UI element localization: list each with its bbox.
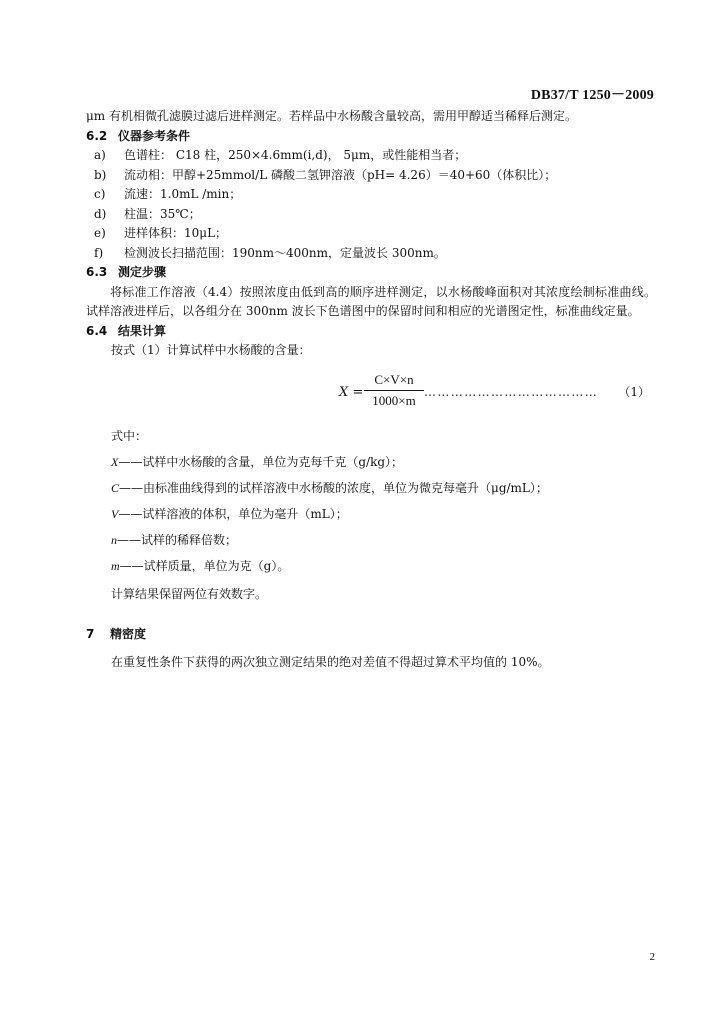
variable-definition [86,449,656,475]
variable-description: ——试样的稀释倍数； [117,532,238,547]
section-number: 7 [86,626,95,641]
section-heading-6-2 [86,127,656,147]
section-title: 结果计算 [118,323,167,338]
equation-number: （1） [618,384,650,399]
condition-text: 进样体积：10μL； [124,226,228,240]
condition-text: 流速：1.0mL /min； [124,187,242,201]
condition-item [86,205,656,225]
variable-symbol: X [111,454,119,469]
variable-description: ——由标准曲线得到的试样溶液中水杨酸的浓度，单位为微克每毫升（μg/mL）； [119,480,548,495]
section-heading-6-4 [86,322,656,342]
condition-text: 检测波长扫描范围：190nm～400nm，定量波长 300nm。 [124,245,446,260]
variable-definition [86,501,656,527]
formula-numerator: C×V×n [364,371,424,391]
formula-denominator: 1000×m [372,392,416,408]
condition-item [86,146,656,166]
section-title: 仪器参考条件 [118,128,191,143]
condition-key: c) [94,187,106,201]
formula-fraction [364,371,424,410]
rounding-note: 计算结果保留两位有效数字。 [111,586,268,601]
variable-description: ——试样中水杨酸的含量，单位为克每千克（g/kg）； [118,454,404,469]
variable-definition [86,527,656,553]
variable-description: ——试样溶液的体积，单位为毫升（mL）； [118,506,348,521]
section-number: 6.4 [86,323,108,338]
formula-lhs: X = [339,384,364,400]
where-label: 式中： [111,428,148,443]
document-code: DB37/T 1250－2009 [530,88,654,103]
condition-text: 流动相：甲醇+25mmol/L 磷酸二氢钾溶液（pH= 4.26）＝40+60（体积比）； [124,167,557,182]
condition-key: e) [94,226,106,240]
variable-symbol: m [111,558,120,573]
condition-key: a) [94,148,106,162]
condition-key: b) [94,167,107,182]
section-heading-6-3 [86,263,656,283]
document-body [86,107,656,677]
condition-item [86,224,656,244]
formula-intro: 按式（1）计算试样中水杨酸的含量： [111,343,311,357]
page-number: 2 [649,951,655,963]
section-number: 6.2 [86,128,108,143]
precision-paragraph: 在重复性条件下获得的两次独立测定结果的绝对差值不得超过算术平均值的 10%。 [111,654,550,669]
procedure-paragraph: 将标准工作溶液（4.4）按照浓度由低到高的顺序进样测定，以水杨酸峰面积对其浓度绘制标准曲线。试样溶液进样后，以各组分在 300nm 波长下色谱图中的保留时间和相应的光谱图定性，标准曲线定量。 [86,284,656,318]
condition-key: f) [94,245,104,260]
condition-item [86,166,656,186]
section-heading-7 [86,621,656,647]
condition-text: 色谱柱： C18 柱，250×4.6mm(i,d)， 5μm，或性能相当者； [124,148,467,162]
formula-leader-dots: ………………………………… [424,384,599,399]
condition-key: d) [94,206,107,221]
variable-definition [86,475,656,501]
intro-line: μm 有机相微孔滤膜过滤后进样测定。若样品中水杨酸含量较高，需用甲醇适当稀释后测定。 [86,109,577,123]
section-title: 精密度 [110,626,147,641]
condition-item [86,185,656,205]
variable-definition [86,553,656,579]
section-number: 6.3 [86,265,108,279]
condition-item [86,244,656,264]
section-title: 测定步骤 [118,265,167,279]
condition-text: 柱温：35℃； [124,206,201,221]
variable-symbol: n [111,532,117,547]
formula [86,371,656,415]
variable-symbol: C [111,480,120,495]
variable-description: ——试样质量，单位为克（g）。 [119,558,290,573]
variable-symbol: V [111,506,119,521]
